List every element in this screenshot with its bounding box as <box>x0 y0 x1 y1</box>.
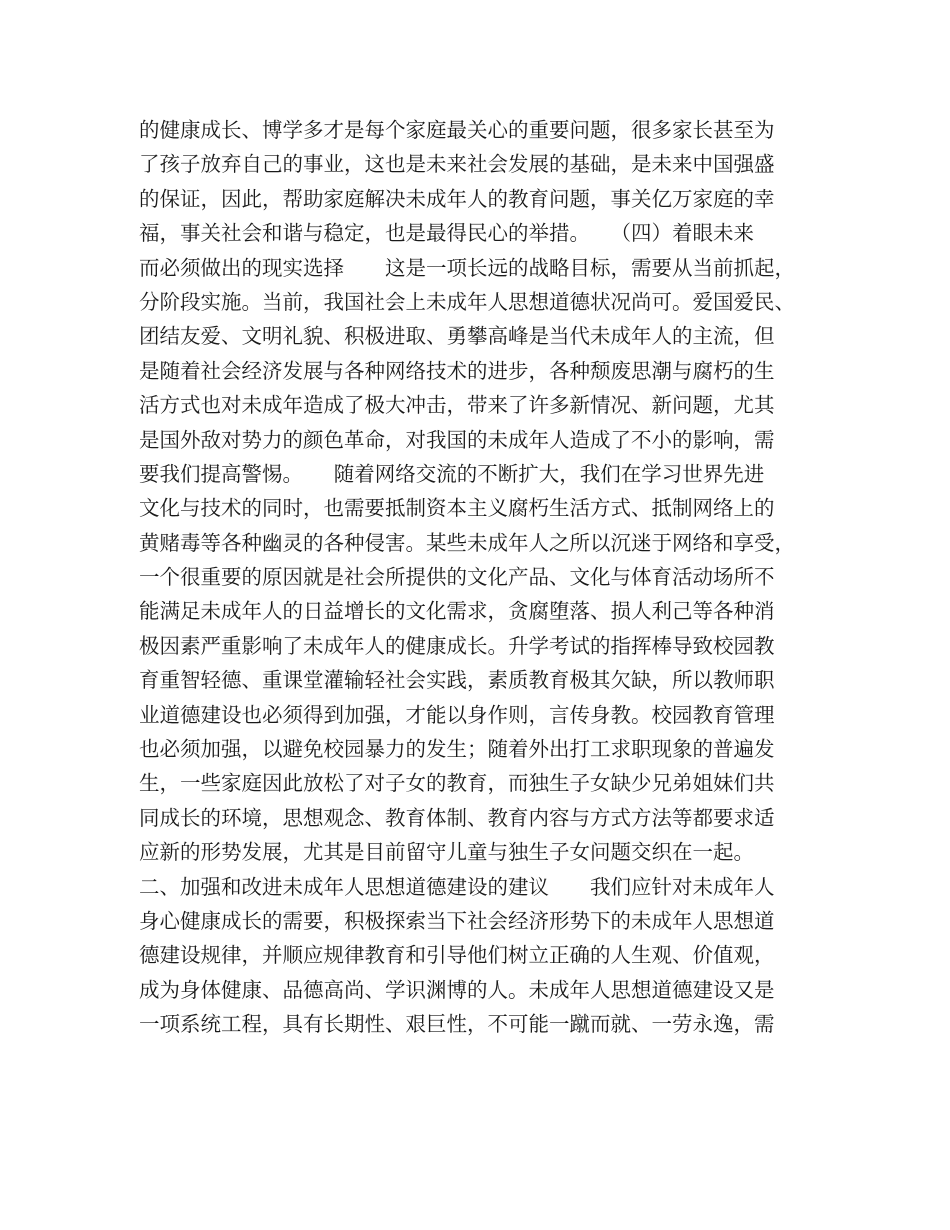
text-line: 黄赌毒等各种幽灵的各种侵害。某些未成年人之所以沉迷于网络和享受， <box>139 530 795 555</box>
text-line: 德建设规律，并顺应规律教育和引导他们树立正确的人生观、价值观， <box>139 943 775 968</box>
body-text <box>139 113 819 1042</box>
text-line: 成为身体健康、品德高尚、学识渊博的人。未成年人思想道德建设又是 <box>139 977 775 1002</box>
text-line: 极因素严重影响了未成年人的健康成长。升学考试的指挥棒导致校园教 <box>139 633 775 658</box>
text-line: 活方式也对未成年造成了极大冲击，带来了许多新情况、新问题，尤其 <box>139 393 775 418</box>
text-line: 业道德建设也必须得到加强，才能以身作则，言传身教。校园教育管理 <box>139 702 775 727</box>
text-line: 身心健康成长的需要，积极探索当下社会经济形势下的未成年人思想道 <box>139 908 775 933</box>
text-line: 而必须做出的现实选择 这是一项长远的战略目标，需要从当前抓起， <box>139 255 795 280</box>
text-line: 一个很重要的原因就是社会所提供的文化产品、文化与体育活动场所不 <box>139 565 775 590</box>
text-line: 应新的形势发展，尤其是目前留守儿童与独生子女问题交织在一起。 <box>139 840 754 865</box>
text-line: 育重智轻德、重课堂灌输轻社会实践，素质教育极其欠缺，所以教师职 <box>139 668 775 693</box>
text-line: 生，一些家庭因此放松了对子女的教育，而独生子女缺少兄弟姐妹们共 <box>139 771 775 796</box>
text-line: 了孩子放弃自己的事业，这也是未来社会发展的基础，是未来中国强盛 <box>139 152 775 177</box>
text-line: 是随着社会经济发展与各种网络技术的进步，各种颓废思潮与腐朽的生 <box>139 358 775 383</box>
text-line: 福，事关社会和谐与稳定，也是最得民心的举措。 （四）着眼未来 <box>139 221 754 246</box>
text-line: 一项系统工程，具有长期性、艰巨性，不可能一蹴而就、一劳永逸，需 <box>139 1012 775 1037</box>
text-line: 的健康成长、博学多才是每个家庭最关心的重要问题，很多家长甚至为 <box>139 118 775 142</box>
text-line: 团结友爱、文明礼貌、积极进取、勇攀高峰是当代未成年人的主流，但 <box>139 324 775 349</box>
text-line: 能满足未成年人的日益增长的文化需求，贪腐堕落、损人利己等各种消 <box>139 599 775 624</box>
text-line: 同成长的环境，思想观念、教育体制、教育内容与方式方法等都要求适 <box>139 805 775 830</box>
text-line: 文化与技术的同时，也需要抵制资本主义腐朽生活方式、抵制网络上的 <box>139 496 775 521</box>
text-line: 也必须加强，以避免校园暴力的发生；随着外出打工求职现象的普遍发 <box>139 737 775 762</box>
text-line: 要我们提高警惕。 随着网络交流的不断扩大，我们在学习世界先进 <box>139 461 765 486</box>
text-line: 二、加强和改进未成年人思想道德建设的建议 我们应针对未成年人 <box>139 874 775 899</box>
text-line: 分阶段实施。当前，我国社会上未成年人思想道德状况尚可。爱国爱民、 <box>139 289 795 314</box>
text-line: 的保证，因此，帮助家庭解决未成年人的教育问题，事关亿万家庭的幸 <box>139 186 775 211</box>
text-line: 是国外敌对势力的颜色革命，对我国的未成年人造成了不小的影响，需 <box>139 427 775 452</box>
